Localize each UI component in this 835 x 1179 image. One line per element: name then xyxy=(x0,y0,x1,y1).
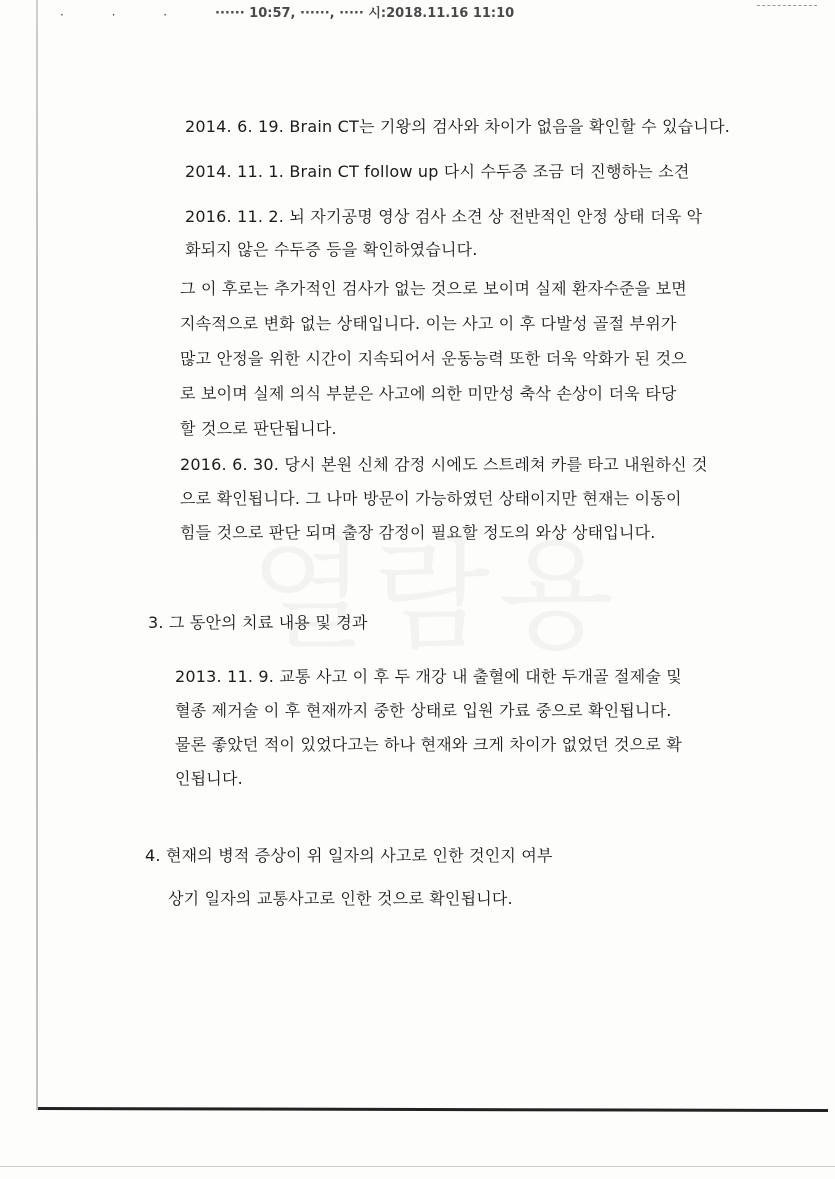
paragraph-line: 상기 일자의 교통사고로 인한 것으로 확인됩니다. xyxy=(168,889,513,908)
paragraph-line: 2014. 6. 19. Brain CT는 기왕의 검사와 차이가 없음을 확인할 수 있습니다. xyxy=(185,117,731,136)
paragraph-line: 할 것으로 판단됩니다. xyxy=(180,419,337,438)
paragraph-line: 으로 확인됩니다. 그 나마 방문이 가능하였던 상태이지만 현재는 이동이 xyxy=(180,489,682,508)
paragraph-line: 힘들 것으로 판단 되며 출장 감정이 필요할 정도의 와상 상태입니다. xyxy=(180,523,656,542)
paragraph-line: 2016. 11. 2. 뇌 자기공명 영상 검사 소견 상 전반적인 안정 상태 더욱 악 xyxy=(185,207,703,226)
paragraph-line: 2016. 6. 30. 당시 본원 신체 감정 시에도 스트레쳐 카를 타고 내원하신 것 xyxy=(180,455,708,474)
paragraph-treatment-history xyxy=(175,660,682,796)
paragraph-causation-conclusion xyxy=(168,882,513,915)
fax-edge-mark xyxy=(757,5,817,8)
paragraph-line: 2013. 11. 9. 교통 사고 이 후 두 개강 내 출혈에 대한 두개골 절제술 및 xyxy=(175,667,682,686)
paragraph-line: 혈종 제거술 이 후 현재까지 중한 상태로 입원 가료 중으로 확인됩니다. xyxy=(175,701,672,720)
section-heading-4: 4. 현재의 병적 증상이 위 일자의 사고로 인한 것인지 여부 xyxy=(145,846,553,865)
scan-left-edge xyxy=(36,0,38,1110)
fax-header xyxy=(0,0,835,22)
paragraph-line: 물론 좋았던 적이 있었다고는 하나 현재와 크게 차이가 없었던 것으로 확 xyxy=(175,735,682,754)
fax-transmission-text: ······ 10:57, ······, ····· 시:2018.11.16 11:10 xyxy=(215,6,515,21)
fax-dots: · · · xyxy=(60,8,190,22)
paragraph-current-state xyxy=(180,272,687,447)
paragraph-line: 인됩니다. xyxy=(175,769,243,788)
paragraph-line: 화되지 않은 수두증 등을 확인하였습니다. xyxy=(185,240,478,259)
paragraph-line: 2014. 11. 1. Brain CT follow up 다시 수두증 조금 더 진행하는 소견 xyxy=(185,162,690,181)
paragraph-evaluation-2016-06 xyxy=(180,448,708,550)
bottom-rule xyxy=(38,1107,828,1112)
scan-bottom-edge xyxy=(0,1166,835,1167)
paragraph-ct-2014-06 xyxy=(185,110,730,143)
paragraph-line: 많고 안정을 위한 시간이 지속되어서 운동능력 또한 더욱 악화가 된 것으 xyxy=(180,349,687,368)
paragraph-ct-2014-11 xyxy=(185,155,690,188)
paragraph-mri-2016-11 xyxy=(185,200,702,266)
section-heading-3: 3. 그 동안의 치료 내용 및 경과 xyxy=(148,613,368,632)
paragraph-line: 지속적으로 변화 없는 상태입니다. 이는 사고 이 후 다발성 골절 부위가 xyxy=(180,314,677,333)
paragraph-line: 그 이 후로는 추가적인 검사가 없는 것으로 보이며 실제 환자수준을 보면 xyxy=(180,279,687,298)
paragraph-line: 로 보이며 실제 의식 부분은 사고에 의한 미만성 축삭 손상이 더욱 타당 xyxy=(180,384,677,403)
